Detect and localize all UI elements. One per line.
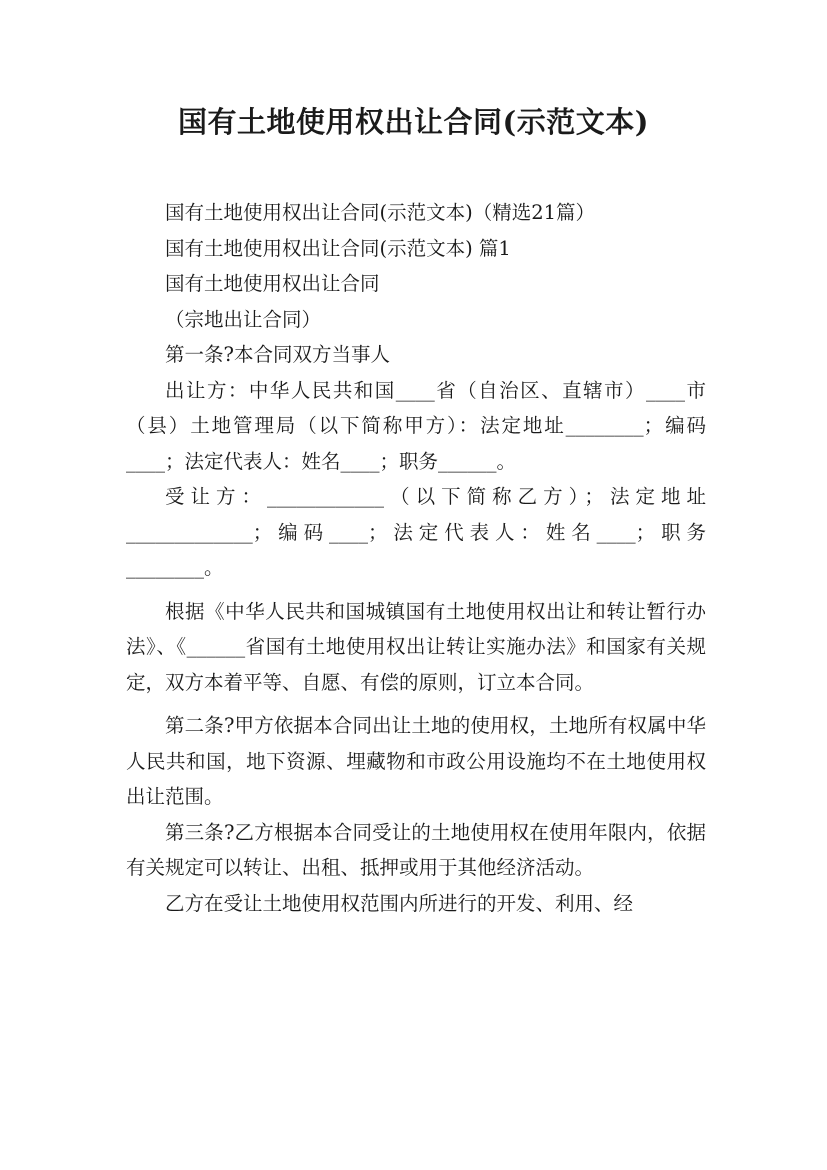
paragraph-grantee: 受让方：____________（以下简称乙方）；法定地址_____________；编码____；法定代表人：姓名____；职务________。 [126,485,706,579]
paragraph-contract-type: （宗地出让合同） [165,307,322,331]
paragraph-collection-heading: 国有土地使用权出让合同(示范文本)（精选21篇） [165,201,596,224]
paragraph-article-heading: 国有土地使用权出让合同(示范文本) 篇1 [165,236,511,260]
paragraph-legal-basis: 根据《中华人民共和国城镇国有土地使用权出让和转让暂行办法》、《______省国有土地使用权出让转让实施办法》和国家有关规定，双方本着平等、自愿、有偿的原则，订立本合同。 [126,599,706,694]
paragraph-grantor: 出让方：中华人民共和国____省（自治区、直辖市）____市（县）土地管理局（以下简称甲方）：法定地址________；编码____；法定代表人：姓名____；职务______。 [126,378,706,473]
paragraph-clause-2: 第二条?甲方依据本合同出让土地的使用权，土地所有权属中华人民共和国，地下资源、埋藏物和市政公用设施均不在土地使用权出让范围。 [126,714,706,808]
document-body [126,195,706,921]
paragraph-development: 乙方在受让土地使用权范围内所进行的开发、利用、经 [165,891,634,915]
document-title: 国有土地使用权出让合同(示范文本) [178,105,649,139]
paragraph-contract-name: 国有土地使用权出让合同 [165,272,380,295]
paragraph-clause-1: 第一条?本合同双方当事人 [165,343,390,366]
paragraph-clause-3: 第三条?乙方根据本合同受让的土地使用权在使用年限内，依据有关规定可以转让、出租、抵押或用于其他经济活动。 [126,820,706,879]
